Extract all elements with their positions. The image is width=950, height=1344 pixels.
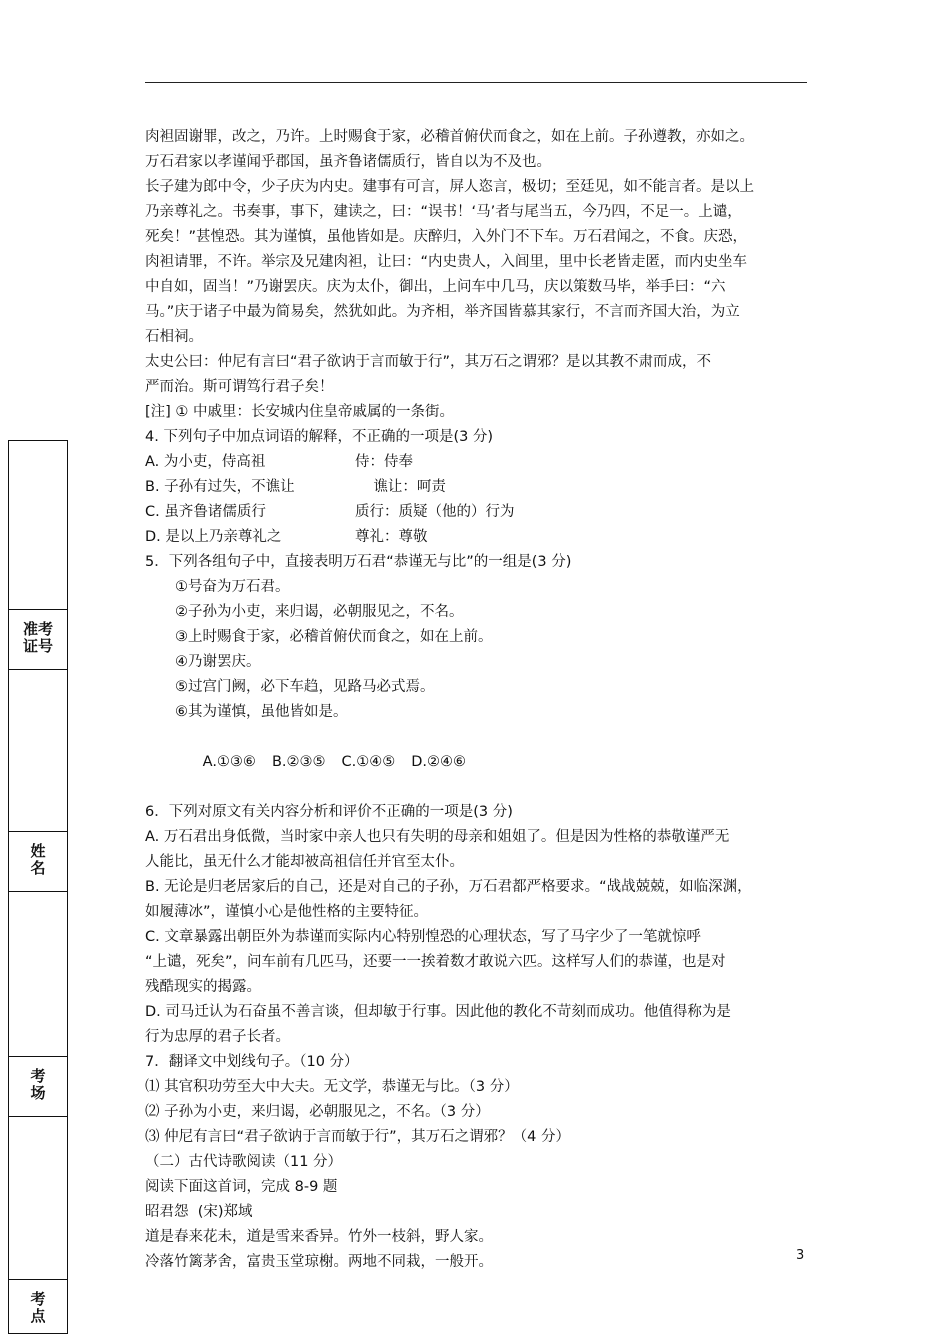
passage-line: 长子建为郎中令，少子庆为内史。建事有可言，屏人恣言，极切；至廷见，如不能言者。是以上: [145, 179, 754, 195]
passage-line: 死矣！”甚惶恐。其为谨慎，虽他皆如是。庆醉归，入外门不下车。万石君闻之，不食。庆恐，: [145, 229, 748, 245]
q4-option-d: [145, 525, 813, 550]
q6-line: 行为忠厚的君子长者。: [145, 1029, 290, 1045]
poem-intro: 阅读下面这首词，完成 8-9 题: [145, 1179, 338, 1195]
question-stem: 6．下列对原文有关内容分析和评价不正确的一项是(3 分): [145, 804, 513, 820]
strip-divider: [9, 609, 67, 610]
q6-line: 人能比，虽无什么才能却被高祖信任并官至太仆。: [145, 854, 464, 870]
name-label: 姓 名: [30, 842, 46, 877]
q6-line: 如履薄冰”，谨慎小心是他性格的主要特征。: [145, 904, 429, 920]
passage-line: 肉袒请罪，不许。举宗及兄建肉袒，让曰：“内史贵人，入闾里，里中长老皆走匿，而内史坐车: [145, 254, 748, 270]
q7-item: ⑵ 子孙为小吏，来归谒，必朝服见之，不名。（3 分）: [145, 1104, 490, 1120]
option-sentence: C. 虽齐鲁诸儒质行: [145, 504, 266, 520]
option-explanation: 质行：质疑（他的）行为: [355, 504, 515, 520]
question-stem: 7．翻译文中划线句子。（10 分）: [145, 1054, 359, 1070]
binding-strip: [8, 440, 68, 1334]
passage-note: [注] ① 中戚里：长安城内住皇帝戚属的一条街。: [145, 404, 455, 420]
strip-divider: [9, 831, 67, 832]
page-content: [145, 125, 813, 1275]
q7-item: ⑴ 其官积功劳至大中大夫。无文学，恭谨无与比。（3 分）: [145, 1079, 519, 1095]
q4-option-a: [145, 450, 813, 475]
question-4: [145, 425, 813, 550]
q5-choice-d: D.②④⑥: [411, 754, 467, 770]
option-sentence: A. 为小吏，侍高祖: [145, 454, 266, 470]
strip-divider: [9, 1279, 67, 1280]
q5-choice-b: B.②③⑤: [271, 754, 326, 770]
option-explanation: 谯让：呵责: [355, 479, 446, 495]
strip-divider: [9, 891, 67, 892]
q5-item: ⑥其为谨慎，虽他皆如是。: [175, 704, 348, 720]
q6-line: C. 文章暴露出朝臣外为恭谨而实际内心特别惶恐的心理状态，写了马字少了一笔就惊呼: [145, 929, 701, 945]
passage-line: 石相祠。: [145, 329, 203, 345]
strip-divider: [9, 1056, 67, 1057]
q6-line: 残酷现实的揭露。: [145, 979, 261, 995]
header-rule: [145, 82, 807, 83]
q5-item: ①号奋为万石君。: [175, 579, 290, 595]
strip-divider: [9, 669, 67, 670]
q6-line: “上谴，死矣”，问车前有几匹马，还要一一挨着数才敢说六匹。这样写人们的恭谨，也是对: [145, 954, 726, 970]
passage-line: 乃亲尊礼之。书奏事，事下，建读之，曰：“误书！‘马’者与尾当五，今乃四，不足一。上谴，: [145, 204, 742, 220]
q4-option-b: [145, 475, 813, 500]
question-7: [145, 1050, 813, 1150]
passage-line: 马。”庆于诸子中最为简易矣，然犹如此。为齐相，举齐国皆慕其家行，不言而齐国大治，为立: [145, 304, 740, 320]
q5-choice-c: C.①④⑤: [341, 754, 396, 770]
section-heading: （二）古代诗歌阅读（11 分）: [145, 1154, 343, 1170]
q5-choices: [145, 725, 813, 800]
q6-line: B. 无论是归老居家后的自己，还是对自己的子孙，万石君都严格要求。“战战兢兢，如临深渊，: [145, 879, 752, 895]
passage: [145, 125, 813, 425]
exam-room-label: 考 场: [30, 1067, 46, 1102]
question-5: [145, 550, 813, 800]
q7-item: ⑶ 仲尼有言曰“君子欲讷于言而敏于行”，其万石之谓邪？（4 分）: [145, 1129, 570, 1145]
option-explanation: 侍：侍奉: [355, 454, 413, 470]
q4-option-c: [145, 500, 813, 525]
passage-line: 中自如，固当！”乃谢罢庆。庆为太仆，御出，上问车中几马，庆以策数马毕，举手曰：“六: [145, 279, 726, 295]
poem-line: 冷落竹篱茅舍，富贵玉堂琼榭。两地不同栽，一般开。: [145, 1254, 493, 1270]
q5-item: ⑤过宫门阙，必下车趋，见路马必式焉。: [175, 679, 435, 695]
exam-site-label: 考 点: [30, 1290, 46, 1325]
passage-line: 太史公曰：仲尼有言曰“君子欲讷于言而敏于行”，其万石之谓邪？是以其教不肃而成，不: [145, 354, 712, 370]
q5-item: ②子孙为小吏，来归谒，必朝服见之，不名。: [175, 604, 464, 620]
q5-item: ③上时赐食于家，必稽首俯伏而食之，如在上前。: [175, 629, 493, 645]
passage-line: 肉袒固谢罪，改之，乃许。上时赐食于家，必稽首俯伏而食之，如在上前。子孙遵教，亦如之。: [145, 129, 754, 145]
question-stem: 4. 下列句子中加点词语的解释，不正确的一项是(3 分): [145, 429, 494, 445]
candidate-number-label: 准考 证号: [22, 620, 53, 655]
option-sentence: B. 子孙有过失，不谯让: [145, 479, 295, 495]
q6-line: D. 司马迁认为石奋虽不善言谈，但却敏于行事。因此他的教化不苛刻而成功。他值得称为是: [145, 1004, 731, 1020]
option-sentence: D. 是以上乃亲尊礼之: [145, 529, 282, 545]
poem-section: [145, 1150, 813, 1275]
strip-divider: [9, 1116, 67, 1117]
question-stem: 5．下列各组句子中，直接表明万石君“恭谨无与比”的一组是(3 分): [145, 554, 572, 570]
poem-line: 道是春来花未，道是雪来香异。竹外一枝斜，野人家。: [145, 1229, 493, 1245]
q5-choice-a: A.①③⑥: [202, 754, 256, 770]
option-explanation: 尊礼：尊敬: [355, 529, 428, 545]
passage-line: 严而治。斯可谓笃行君子矣！: [145, 379, 334, 395]
question-6: [145, 800, 813, 1050]
page-number: 3: [796, 1248, 805, 1263]
q5-item: ④乃谢罢庆。: [175, 654, 261, 670]
passage-line: 万石君家以孝谨闻乎郡国，虽齐鲁诸儒质行，皆自以为不及也。: [145, 154, 551, 170]
poem-title: 昭君怨 (宋)郑域: [145, 1204, 253, 1220]
q6-line: A. 万石君出身低微，当时家中亲人也只有失明的母亲和姐姐了。但是因为性格的恭敬谨严无: [145, 829, 730, 845]
